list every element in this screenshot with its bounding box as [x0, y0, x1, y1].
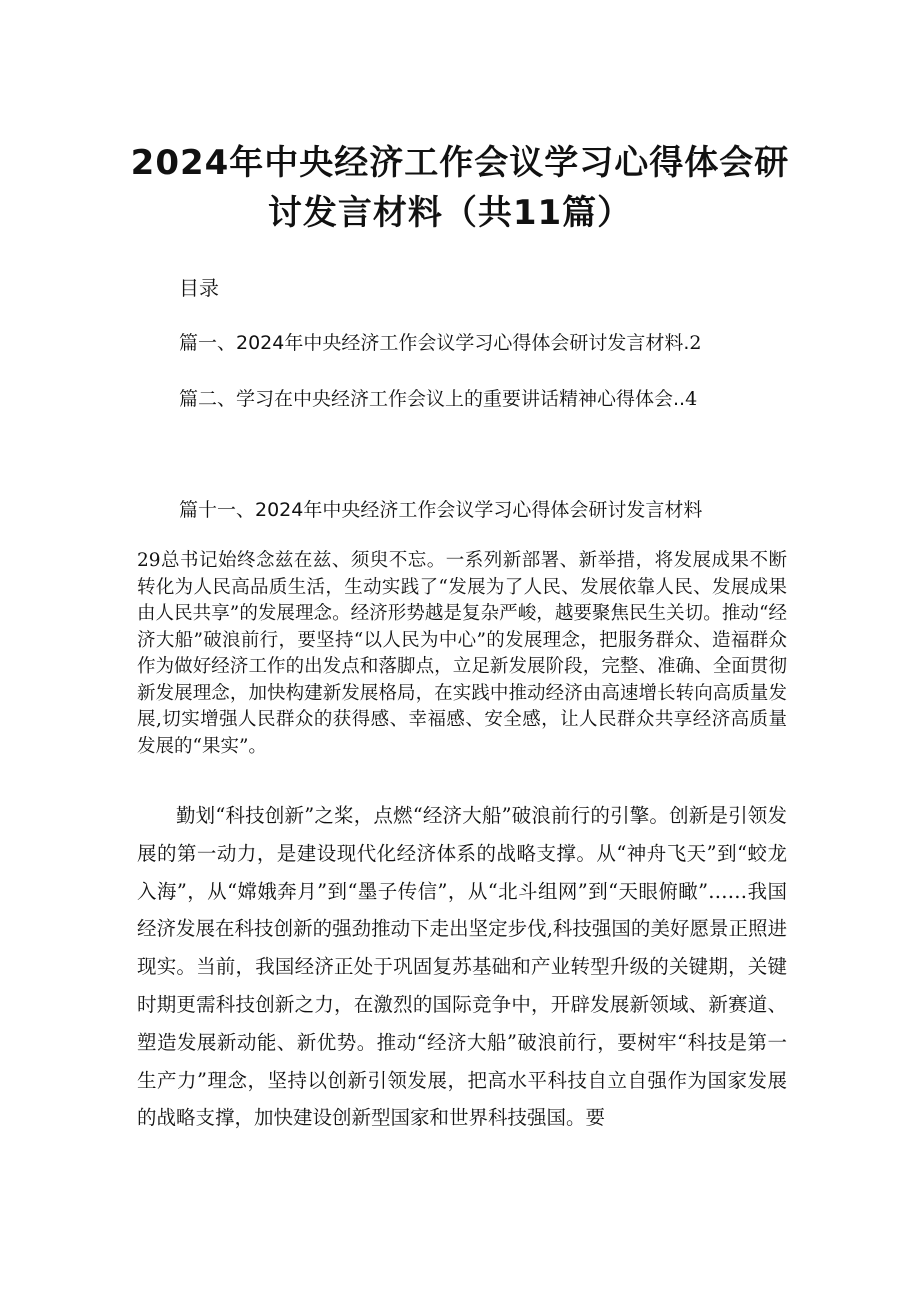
toc-item-2-page: 4	[685, 388, 698, 410]
document-title-line1: 2024年中央经济工作会议学习心得体会研	[130, 143, 790, 183]
toc-item-1[interactable]	[179, 329, 702, 357]
body-paragraph-2: 勤划“科技创新”之桨，点燃“经济大船”破浪前行的引擎。创新是引领发展的第一动力，是建设现代化经济体系的战略支撑。从“神舟飞天”到“蛟龙入海”，从“嫦娥奔月”到“墨子传信”，从“北斗组网”到“天眼俯瞰”……我国经济发展在科技创新的强劲推动下走出坚定步伐,科技强国的美好愿景正照进现实。当前，我国经济正处于巩固复苏基础和产业转型升级的关键期，关键时期更需科技创新之力，在激烈的国际竞争中，开辟发展新领域、新赛道、塑造发展新动能、新优势。推动“经济大船”破浪前行，要树牢“科技是第一生产力”理念，坚持以创新引领发展，把高水平科技自立自强作为国家发展的战略支撑，加快建设创新型国家和世界科技强国。要	[137, 804, 787, 1130]
toc-heading: 目录	[179, 276, 219, 300]
toc-item-2-label: 篇二、学习在中央经济工作会议上的重要讲话精神心得体会..	[179, 388, 686, 410]
toc-item-1-page: 2	[689, 332, 702, 354]
section-title: 篇十一、2024年中央经济工作会议学习心得体会研讨发言材料	[179, 499, 703, 521]
document-title-line2: 讨发言材料（共11篇）	[267, 193, 633, 233]
toc-item-2[interactable]	[179, 385, 697, 413]
body-paragraph-1: 29总书记始终念兹在兹、须臾不忘。一系列新部署、新举措，将发展成果不断转化为人民高品质生活，生动实践了“发展为了人民、发展依靠人民、发展成果由人民共享”的发展理念。经济形势越是复杂严峻，越要聚焦民生关切。推动“经济大船”破浪前行，要坚持“以人民为中心”的发展理念，把服务群众、造福群众作为做好经济工作的出发点和落脚点，立足新发展阶段，完整、准确、全面贯彻新发展理念，加快构建新发展格局，在实践中推动经济由高速增长转向高质量发展,切实增强人民群众的获得感、幸福感、安全感，让人民群众共享经济高质量发展的“果实”。	[137, 550, 787, 757]
toc-item-1-label: 篇一、2024年中央经济工作会议学习心得体会研讨发言材料.	[179, 332, 690, 354]
